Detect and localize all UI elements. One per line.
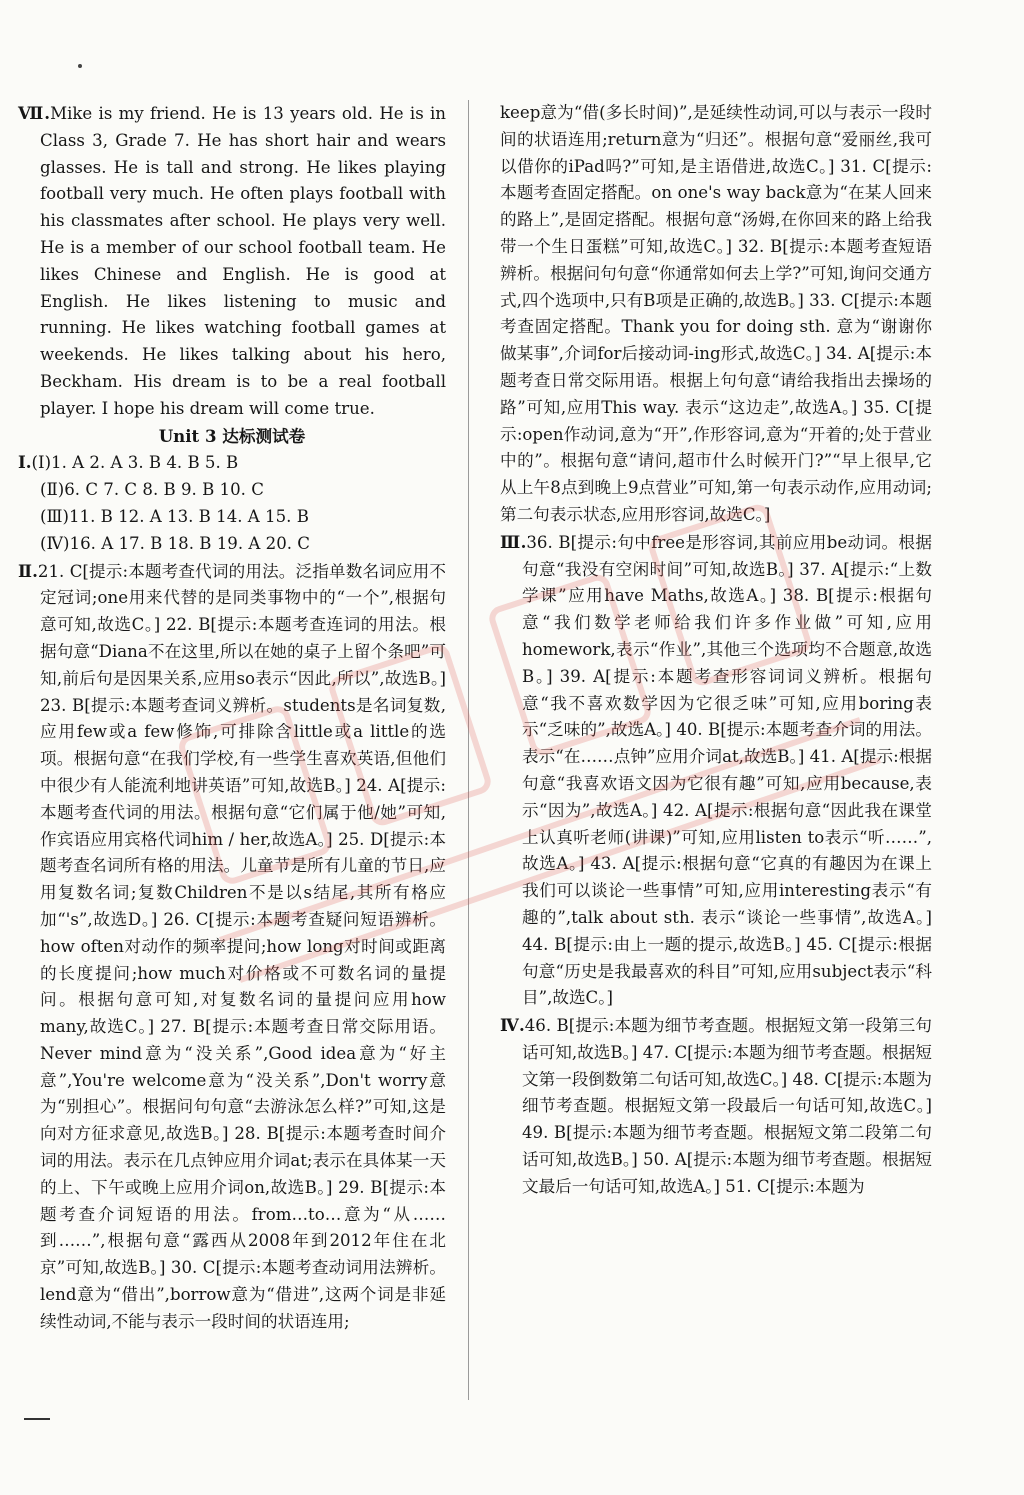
essay-label: Ⅶ. bbox=[18, 103, 51, 123]
footer-mark bbox=[24, 1418, 50, 1420]
left-column bbox=[18, 100, 446, 1336]
section-3-text: 36. B[提示:句中free是形容词,其前应用be动词。根据句意“我没有空闲时间”可知,故选B。] 37. A[提示:“上数学课”应用have Maths,故选A。] 38. B[提示:根据句意“我们数学老师给我们许多作业做”可知,应用homework,表示“作业”,其他三个选项均不合题意,故选B。] 39. A[提示:本题考查形容词词义辨析。根据句意“我不喜欢数学因为它很乏味”可知,应用boring表示“乏味的”,故选A。] 40. B[提示:本题考查介词的用法。表示“在……点钟”应用介词at,故选B。] 41. A[提示:根据句意“我喜欢语文因为它很有趣”可知,应用because,表示“因为”,故选A。] 42. A[提示:根据句意“因此我在课堂上认真听老师(讲课)”可知,应用listen to表示“听……”,故选A。] 43. A[提示:根据句意“它真的有趣因为在课上我们可以谈论一些事情”可知,应用interesting表示“有趣的”,talk about sth. 表示“谈论一些事情”,故选A。] 44. B[提示:由上一题的提示,故选B。] 45. C[提示:根据句意“历史是我最喜欢的科目”可知,应用subject表示“科目”,故选C。] bbox=[522, 532, 933, 1008]
stray-dot bbox=[78, 64, 82, 68]
mc-row: Ⅰ.(Ⅰ)1. A 2. A 3. B 4. B 5. B bbox=[18, 452, 239, 473]
section-3 bbox=[500, 529, 932, 1012]
section-3-label: Ⅲ. bbox=[500, 531, 527, 552]
section-2-text: 21. C[提示:本题考查代词的用法。泛指单数名词应用不定冠词;one用来代替的是同类事物中的“一个”,根据句意可知,故选C。] 22. B[提示:本题考查连词的用法。根据句意“Diana不在这里,所以在她的桌子上留个条吧”可知,前后句是因果关系,应用so表示“因此,所以”,故选B。] 23. B[提示:本题考查词义辨析。students是名词复数,应用few或a few修饰,可排除含little或a little的选项。根据句意“在我们学校,有一些学生喜欢英语,但他们中很少有人能流利地讲英语”可知,故选B。] 24. A[提示:本题考查代词的用法。根据句意“它们属于他/她”可知,作宾语应用宾格代词him / her,故选A。] 25. D[提示:本题考查名词所有格的用法。儿童节是所有儿童的节日,应用复数名词;复数Children不是以s结尾,其所有格应加“'s”,故选D。] 26. C[提示:本题考查疑问短语辨析。how often对动作的频率提问;how long对时间或距离的长度提问;how much对价格或不可数名词的量提问。根据句意可知,对复数名词的量提问应用how many,故选C。] 27. B[提示:本题考查日常交际用语。Never mind意为“没关系”,Good idea意为“好主意”,You're welcome意为“没关系”,Don't worry意为“别担心”。根据问句句意“去游泳怎么样?”可知,这是向对方征求意见,故选B。] 28. B[提示:本题考查时间介词的用法。表示在几点钟应用介词at;表示在具体某一天的上、下午或晚上应用介词on,故选B。] 29. B[提示:本题考查介词短语的用法。from…to…意为“从……到……”,根据句意“露西从2008年到2012年住在北京”可知,故选B。] 30. C[提示:本题考查动词用法辨析。lend意为“借出”,borrow意为“借进”,这两个词是非延续性动词,不能与表示一段时间的状语连用; bbox=[37, 561, 446, 1331]
column-divider bbox=[468, 100, 469, 1400]
section-4 bbox=[500, 1012, 932, 1201]
section-1-label: Ⅰ. bbox=[18, 452, 32, 473]
section-2 bbox=[18, 558, 446, 1336]
mc-row: (Ⅱ)6. C 7. C 8. B 9. B 10. C bbox=[40, 480, 264, 500]
mc-row: (Ⅲ)11. B 12. A 13. B 14. A 15. B bbox=[40, 506, 309, 526]
section-1 bbox=[18, 449, 446, 557]
section-2-label: Ⅱ. bbox=[18, 560, 38, 581]
section-4-text: 46. B[提示:本题为细节考查题。根据短文第一段第三句话可知,故选B。] 47. C[提示:本题为细节考查题。根据短文第一段倒数第二句话可知,故选C。] 48. C[提示:本题为细节考查题。根据短文第一段最后一句话可知,故选C。] 49. B[提示:本题为细节考查题。根据短文第二段第二句话可知,故选B。] 50. A[提示:本题为细节考查题。根据短文最后一句话可知,故选A。] 51. C[提示:本题为 bbox=[522, 1016, 932, 1196]
continuation-text: keep意为“借(多长时间)”,是延续性动词,可以与表示一段时间的状语连用;return意为“归还”。根据句意“爱丽丝,我可以借你的iPad吗?”可知,是主语借进,故选C。] 31. C[提示:本题考查固定搭配。on one's way back意为“在某人回来的路上”,是固定搭配。根据句意“汤姆,在你回来的路上给我带一个生日蛋糕”可知,故选C。] 32. B[提示:本题考查短语辨析。根据问句句意“你通常如何去上学?”可知,询问交通方式,四个选项中,只有B项是正确的,故选B。] 33. C[提示:本题考查固定搭配。Thank you for doing sth. 意为“谢谢你做某事”,介词for后接动词-ing形式,故选C。] 34. A[提示:本题考查日常交际用语。根据上句句意“请给我指出去操场的路”可知,应用This way. 表示“这边走”,故选A。] 35. C[提示:open作动词,意为“开”,作形容词,意为“开着的;处于营业中的”。根据句意“请问,超市什么时候开门?”“早上很早,它从上午8点到晚上9点营业”可知,第一句表示动作,应用动词;第二句表示状态,应用形容词,故选C。] bbox=[500, 103, 932, 524]
right-column bbox=[500, 100, 932, 1201]
section-4-label: Ⅳ. bbox=[500, 1015, 525, 1036]
unit-title: Unit 3 达标测试卷 bbox=[158, 425, 306, 446]
essay-paragraph bbox=[18, 100, 446, 423]
mc-row: (Ⅳ)16. A 17. B 18. B 19. A 20. C bbox=[40, 533, 310, 553]
essay-text: Mike is my friend. He is 13 years old. He is in Class 3, Grade 7. He has short hair and wears glasses. He is tall and strong. He likes playing football very much. He often plays football with his classmates after school. He plays very well. He is a member of our school football team. He likes Chinese and English. He is good at English. He likes listening to music and running. He likes watching football games at weekends. He likes talking about his hero, Beckham. His dream is to be a real football player. I hope his dream will come true. bbox=[40, 104, 446, 418]
